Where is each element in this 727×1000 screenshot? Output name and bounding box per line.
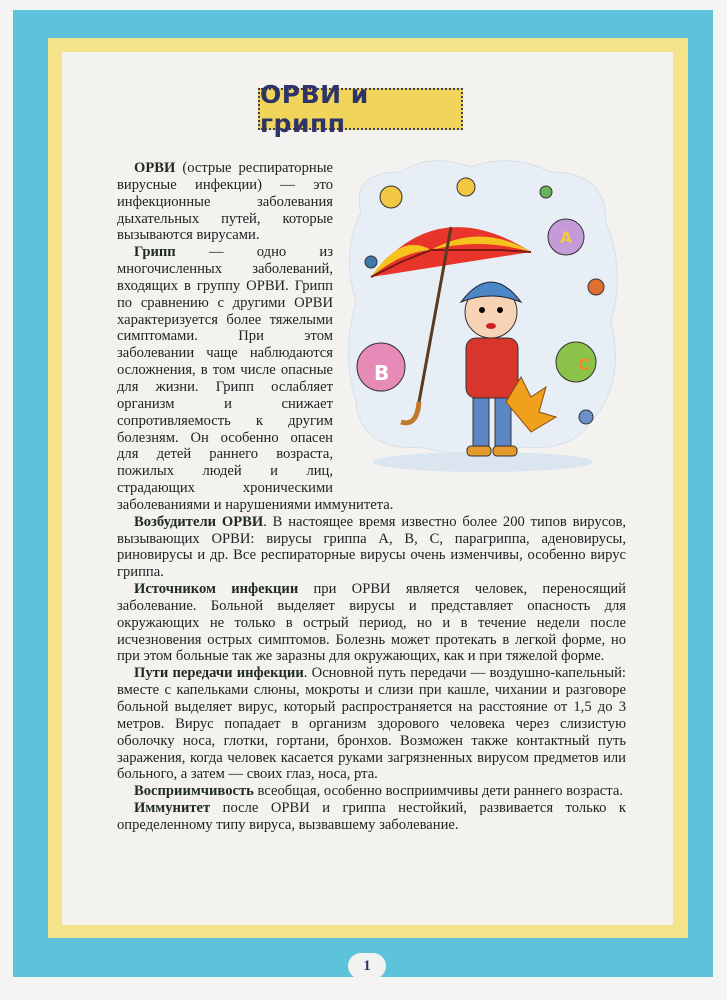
virus-label-a: A [560, 228, 573, 247]
title-banner [258, 80, 463, 138]
paragraph-text: (острые респираторные вирусные инфекции) — это инфекционные заболевания дыхательных путей, которые вызываются вирусами. [117, 160, 333, 244]
article-body [117, 160, 626, 834]
paragraph-transmission [117, 665, 626, 783]
paragraph-text: . Основной путь передачи — воздушно-капельный: вместе с капельками слюны, мокроты и слизи при кашле, чихании и разговоре больной выделяет вирус, который распространяется на расстояние от 1,5 до 3 метров. Вирус попадает в организм здорового человека через слизистую оболочку носа, глотки, гортани, бронхов. Возможен также контактный путь заражения, когда человек касается руками загрязненных вирусом предметов или больного, а затем — своих глаз, носа, рта. [117, 665, 626, 783]
paragraph-text: . В настоящее время известно более 200 типов вирусов, вызывающих ОРВИ: вирусы гриппа А, В, С, парагриппа, аденовирусы, риновирусы и др. Все респираторные вирусы очень изменчивы, особенно вирус гриппа. [117, 513, 627, 581]
paragraph-text: всеобщая, особенно восприимчивы дети раннего возраста. [253, 783, 623, 800]
illustration [341, 152, 626, 482]
term-bold: ОРВИ [134, 160, 176, 176]
term-bold: Иммунитет [134, 800, 211, 817]
page-number: 1 [348, 953, 386, 979]
paragraph-susceptibility [117, 783, 626, 800]
term-bold: Источником инфекции [134, 581, 299, 598]
term-bold: Возбудители ОРВИ [134, 513, 264, 530]
paragraph-immunity [117, 800, 626, 834]
paragraph-text: после ОРВИ и гриппа нестойкий, развивается только к определенному типу вируса, вызвавшему заболевание. [117, 800, 626, 833]
page-title: ОРВИ и грипп [260, 80, 369, 138]
paragraph-source [117, 581, 626, 665]
child-umbrella-viruses-icon [341, 152, 626, 482]
virus-label-c: C [578, 355, 590, 374]
term-bold: Грипп [134, 244, 176, 261]
virus-label-b: B [374, 361, 390, 385]
paragraph-text: — одно из многочисленных заболеваний, входящих в группу ОРВИ. Грипп по сравнению с другими ОРВИ характеризуется более тяжелыми симптомами. При этом заболевании чаще наблюдаются осложнения, в том числе опасные для жизни. Грипп ослабляет организм и снижает сопротивляемость к другим болезням. Он особенно опасен для детей раннего возраста, пожилых людей и лиц, страдающих хроническими заболеваниями и нарушениями иммунитета. [117, 244, 394, 513]
term-bold: Восприимчивость [134, 783, 254, 800]
paragraph-text: при ОРВИ является человек, переносящий заболевание. Больной выделяет вирусы и представляет опасность для окружающих не только в острый период, но и в течение недели после исчезновения острых симптомов. Болезнь может протекать в легкой форме, но при этом больные так же заразны для окружающих, как и при тяжелой форме. [117, 581, 626, 665]
term-bold: Пути передачи инфекции [134, 665, 304, 682]
paragraph-pathogens [117, 514, 626, 581]
